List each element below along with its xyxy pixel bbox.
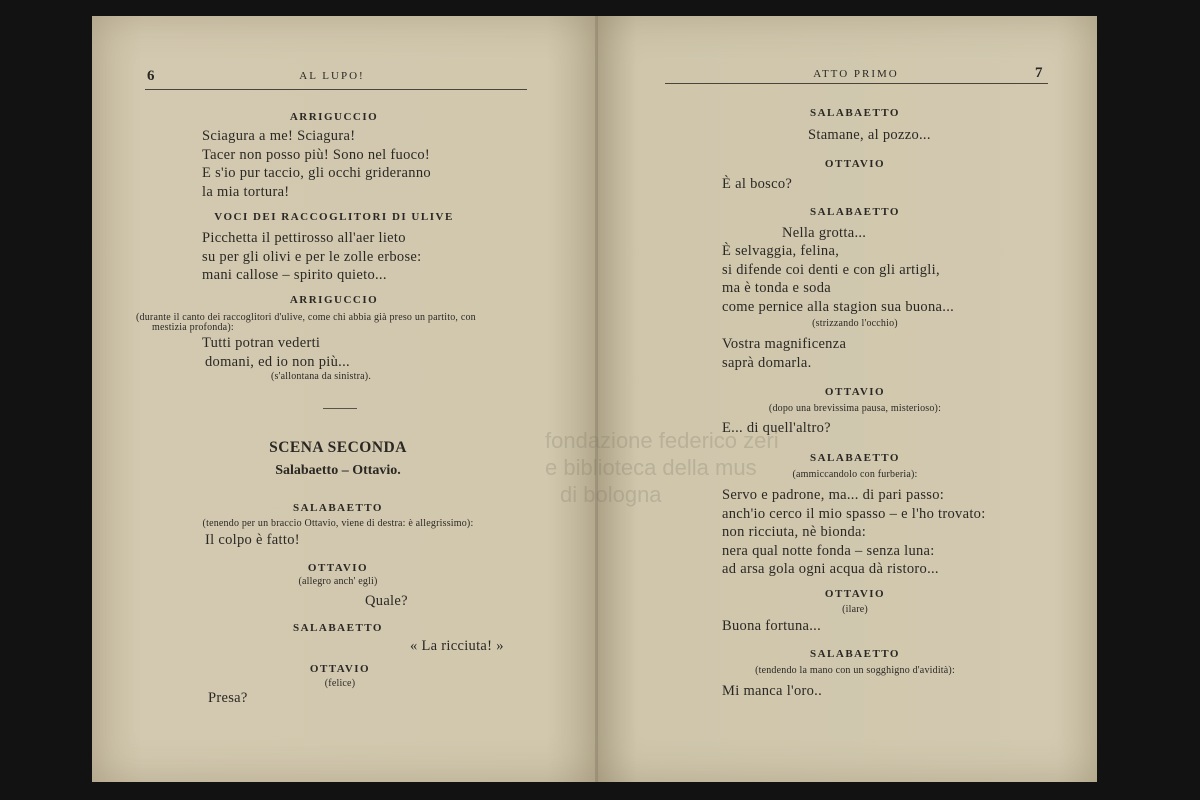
verse-line: come pernice alla stagion sua buona... [722, 298, 955, 315]
verse-line: Mi manca l'oro.. [722, 683, 823, 699]
verse-line: Tacer non posso più! Sono nel fuoco! [202, 146, 431, 163]
verse-line: ma è tonda e soda [722, 280, 831, 296]
verse-line: È al bosco? [722, 176, 793, 192]
section-divider [323, 408, 357, 409]
verse-line: Quale? [365, 593, 408, 609]
speaker-arriguccio-2: ARRIGUCCIO [289, 294, 379, 306]
speaker-ottavio-2: OTTAVIO [309, 663, 371, 675]
left-header-rule [145, 89, 527, 90]
verse-block-voci [202, 229, 421, 285]
verse-line: Buona fortuna... [722, 618, 822, 634]
verse-line: Il colpo è fatto! [205, 532, 300, 548]
verse-line: Nella grotta... [782, 225, 867, 241]
verse-line: Vostra magnificenza [722, 336, 847, 352]
speaker-ottavio-1: OTTAVIO [307, 562, 369, 574]
verse-line: Presa? [208, 690, 248, 706]
watermark-line-3: di bologna [560, 482, 662, 507]
verse-block-salabaetto-4b [722, 335, 846, 372]
stage-direction: (ammiccandolo con furberia): [792, 469, 918, 480]
watermark-line-1: fondazione federico zeri [545, 428, 779, 453]
speaker-salabaetto-4: SALABAETTO [810, 206, 900, 218]
verse-line: su per gli olivi e per le zolle erbose: [202, 248, 422, 265]
stage-direction: (durante il canto dei raccoglitori d'ulive, come chi abbia già preso un partito, con [136, 312, 476, 323]
speaker-arriguccio-1: ARRIGUCCIO [289, 111, 379, 123]
verse-line: E s'io pur taccio, gli occhi grideranno [202, 165, 431, 181]
verse-line: non ricciuta, nè bionda: [722, 524, 867, 540]
speaker-ottavio-3: OTTAVIO [824, 158, 886, 170]
verse-line: nera qual notte fonda – senza luna: [722, 542, 935, 559]
verse-line: ad arsa gola ogni acqua dà ristoro... [722, 561, 939, 577]
verse-line: anch'io cerco il mio spasso – e l'ho trovato: [722, 505, 986, 522]
verse-line: Servo e padrone, ma... di pari passo: [722, 487, 945, 503]
stage-direction: (dopo una brevissima pausa, misterioso): [768, 403, 942, 414]
stage-direction: (ilare) [842, 604, 868, 615]
verse-line: Stamane, al pozzo... [808, 127, 931, 143]
verse-line: Sciagura a me! Sciagura! [202, 128, 356, 144]
stage-direction: (felice) [324, 678, 356, 689]
left-running-head: AL LUPO! [299, 70, 365, 82]
stage-direction: (tendendo la mano con un sogghigno d'avidità): [755, 665, 955, 676]
verse-line: la mia tortura! [202, 183, 290, 200]
book-spine [595, 16, 598, 782]
right-page-number: 7 [1035, 65, 1043, 81]
verse-block-arriguccio-1 [202, 127, 431, 201]
speaker-voci: VOCI DEI RACCOGLITORI DI ULIVE [214, 211, 454, 223]
speaker-salabaetto-1: SALABAETTO [293, 502, 383, 514]
speaker-salabaetto-5: SALABAETTO [810, 452, 900, 464]
stage-direction: (allegro anch' egli) [298, 576, 378, 587]
stage-direction: mestizia profonda): [152, 322, 234, 333]
verse-line: saprà domarla. [722, 354, 812, 371]
scene-title: SCENA SECONDA [269, 439, 407, 456]
verse-block-arriguccio-2 [202, 334, 350, 371]
speaker-ottavio-5: OTTAVIO [824, 588, 886, 600]
scene-characters: Salabaetto – Ottavio. [275, 463, 401, 478]
verse-line: domani, ed io non più... [205, 353, 350, 370]
verse-line: « La ricciuta! » [410, 638, 504, 654]
speaker-ottavio-4: OTTAVIO [824, 386, 886, 398]
verse-line: E... di quell'altro? [722, 420, 831, 436]
speaker-salabaetto-2: SALABAETTO [293, 622, 383, 634]
right-header-rule [665, 83, 1048, 84]
verse-line: si difende coi denti e con gli artigli, [722, 261, 940, 278]
verse-line: Tutti potran vederti [202, 335, 321, 351]
watermark-line-2: e biblioteca della mus [545, 455, 757, 480]
speaker-salabaetto-6: SALABAETTO [810, 648, 900, 660]
verse-line: È selvaggia, felina, [722, 243, 840, 259]
verse-block-salabaetto-5 [722, 486, 986, 579]
verse-line: mani callose – spirito quieto... [202, 267, 387, 283]
stage-direction: (s'allontana da sinistra). [271, 371, 372, 382]
stage-direction: (strizzando l'occhio) [812, 318, 898, 329]
speaker-salabaetto-3: SALABAETTO [810, 107, 900, 119]
left-page-number: 6 [147, 68, 155, 84]
right-running-head: ATTO PRIMO [813, 68, 899, 80]
verse-line: Picchetta il pettirosso all'aer lieto [202, 230, 406, 246]
verse-block-salabaetto-4 [722, 242, 954, 316]
stage-direction: (tenendo per un braccio Ottavio, viene di destra: è allegrissimo): [202, 518, 474, 529]
